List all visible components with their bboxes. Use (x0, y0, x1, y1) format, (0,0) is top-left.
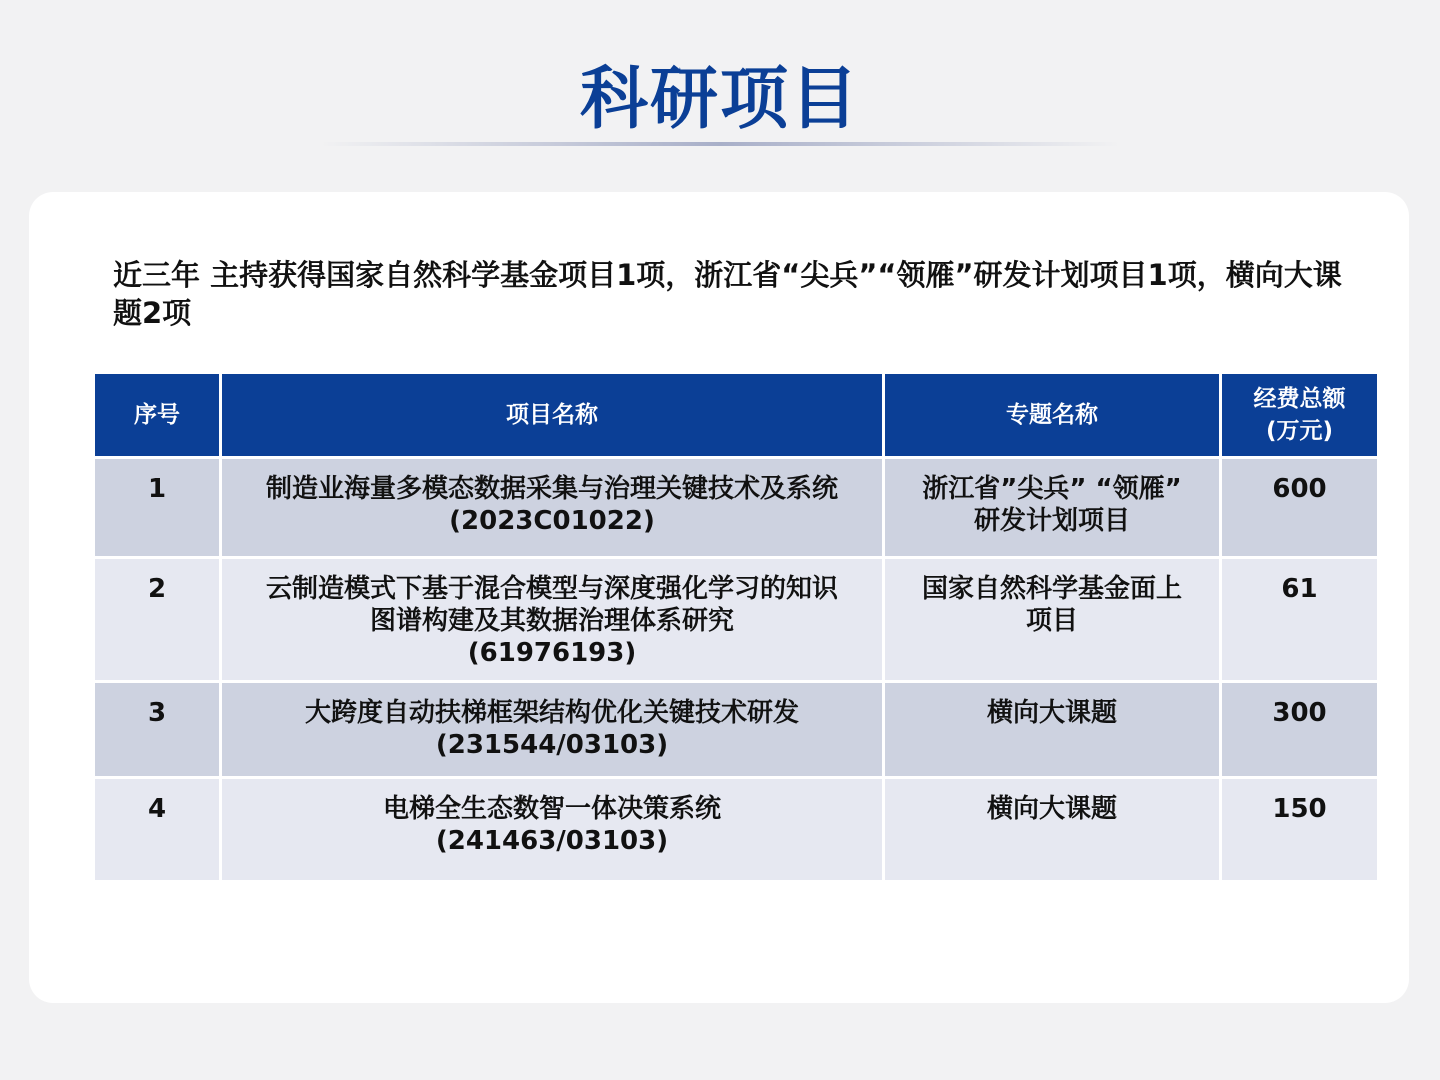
topic-name-line: 国家自然科学基金面上 (921, 574, 1182, 604)
row-funding: 150 (1272, 794, 1327, 824)
project-name-line: 制造业海量多模态数据采集与治理关键技术及系统 (265, 474, 838, 504)
topic-name-line: 浙江省”尖兵” “领雁” (922, 474, 1182, 504)
table-row (95, 559, 1377, 683)
project-name-line: 电梯全生态数智一体决策系统 (382, 794, 721, 824)
row-funding: 300 (1272, 698, 1327, 728)
table-row (95, 683, 1377, 779)
row-topic-name (885, 459, 1222, 556)
project-name-line: 云制造模式下基于混合模型与深度强化学习的知识 (265, 574, 838, 604)
project-name-line: 图谱构建及其数据治理体系研究 (369, 606, 734, 636)
header-project-name: 项目名称 (222, 374, 885, 456)
header-funding (1222, 374, 1377, 456)
row-index: 2 (95, 559, 222, 680)
row-funding: 600 (1272, 474, 1327, 504)
project-code: (231544/03103) (435, 730, 669, 760)
projects-table (95, 374, 1377, 883)
row-topic-name (885, 779, 1222, 880)
topic-name-line: 研发计划项目 (973, 506, 1130, 536)
page-title: 科研项目 (579, 60, 860, 139)
table-row (95, 459, 1377, 559)
row-index: 1 (95, 459, 222, 556)
row-index: 3 (95, 683, 222, 776)
topic-name-line: 横向大课题 (986, 698, 1117, 728)
header-funding-line1: 经费总额 (1253, 386, 1346, 412)
summary-text: 近三年 主持获得国家自然科学基金项目1项，浙江省“尖兵”“领雁”研发计划项目1项，横向大课题2项 (113, 258, 1342, 330)
topic-name-line: 横向大课题 (986, 794, 1117, 824)
row-topic-name (885, 559, 1222, 680)
row-project-name (222, 683, 885, 776)
project-name-line: 大跨度自动扶梯框架结构优化关键技术研发 (304, 698, 799, 728)
topic-name-line: 项目 (1025, 606, 1078, 636)
project-code: (2023C01022) (449, 506, 655, 536)
header-topic-name: 专题名称 (885, 374, 1222, 456)
project-code: (61976193) (467, 638, 637, 668)
project-code: (241463/03103) (435, 826, 669, 856)
title-underline (320, 142, 1120, 146)
row-topic-name (885, 683, 1222, 776)
row-funding: 61 (1281, 574, 1318, 604)
row-project-name (222, 559, 885, 680)
table-header-row (95, 374, 1377, 459)
row-project-name (222, 459, 885, 556)
header-index: 序号 (95, 374, 222, 456)
table-row (95, 779, 1377, 883)
content-card (29, 192, 1409, 1003)
row-index: 4 (95, 779, 222, 880)
row-project-name (222, 779, 885, 880)
header-funding-line2: (万元) (1265, 418, 1334, 444)
